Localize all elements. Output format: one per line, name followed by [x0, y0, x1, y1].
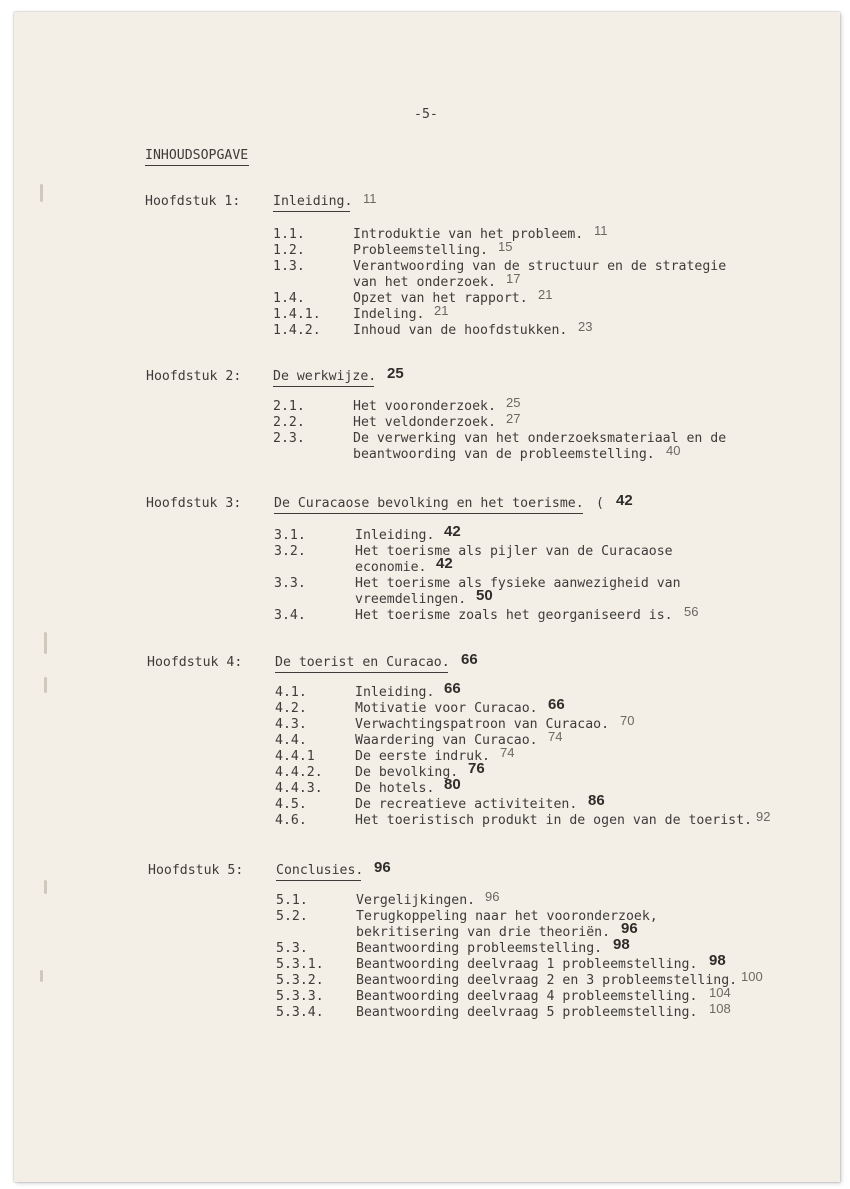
handwritten-page-number: 56 [684, 604, 699, 619]
handwritten-page-number: 21 [434, 303, 449, 318]
section-title: Waardering van Curacao. [355, 733, 538, 748]
section-number: 5.3.1. [276, 957, 324, 972]
section-number: 2.2. [273, 415, 305, 430]
section-number: 4.2. [275, 701, 307, 716]
section-number: 1.1. [273, 227, 305, 242]
section-title: Motivatie voor Curacao. [355, 701, 538, 716]
chapter-title: De Curacaose bevolking en het toerisme. [274, 496, 584, 511]
section-number: 3.4. [274, 608, 306, 623]
chapter-title: De werkwijze. [273, 369, 377, 384]
section-title: beantwoording van de probleemstelling. [353, 447, 655, 462]
section-title: De hotels. [355, 781, 435, 796]
section-title: Het toerisme als fysieke aanwezigheid van [355, 576, 681, 591]
section-number: 3.2. [274, 544, 306, 559]
section-number: 5.3.4. [276, 1005, 324, 1020]
section-title: Opzet van het rapport. [353, 291, 528, 306]
handwritten-page-number: 15 [498, 239, 513, 254]
handwritten-page-number: 108 [709, 1001, 731, 1016]
section-title: De bevolking. [355, 765, 459, 780]
handwritten-page-number: 96 [485, 889, 500, 904]
page-title: INHOUDSOPGAVE [145, 148, 249, 163]
handwritten-page-number: 80 [444, 776, 461, 793]
section-number: 4.1. [275, 685, 307, 700]
section-title: Beantwoording deelvraag 5 probleemstelling. [356, 1005, 698, 1020]
punch-mark [44, 632, 47, 654]
section-number: 1.4.2. [273, 323, 321, 338]
section-number: 1.2. [273, 243, 305, 258]
section-number: 1.4.1. [273, 307, 321, 322]
section-title: De recreatieve activiteiten. [355, 797, 578, 812]
section-title: bekritisering van drie theoriën. [356, 925, 611, 940]
chapter-label: Hoofdstuk 5: [148, 863, 244, 878]
handwritten-page-number: 96 [374, 859, 391, 876]
section-number: 2.1. [273, 399, 305, 414]
handwritten-page-number: 66 [444, 680, 461, 697]
section-number: 4.4.1 [275, 749, 315, 764]
chapter-title: De toerist en Curacao. [275, 655, 450, 670]
section-number: 3.1. [274, 528, 306, 543]
handwritten-page-number: 42 [436, 555, 453, 572]
section-title: vreemdelingen. [355, 592, 467, 607]
section-title: Terugkoppeling naar het vooronderzoek, [356, 909, 658, 924]
handwritten-page-number: 86 [588, 792, 605, 809]
section-title: Introduktie van het probleem. [353, 227, 584, 242]
handwritten-page-number: 42 [444, 523, 461, 540]
section-title: Probleemstelling. [353, 243, 488, 258]
handwritten-page-number: 96 [621, 920, 638, 937]
handwritten-page-number: 42 [616, 492, 633, 509]
handwritten-page-number: 74 [500, 745, 515, 760]
handwritten-page-number: 66 [461, 651, 478, 668]
handwritten-page-number: 25 [506, 395, 521, 410]
handwritten-page-number: 76 [468, 760, 485, 777]
handwritten-page-number: 17 [506, 271, 521, 286]
chapter-title-underline [274, 513, 583, 514]
chapter-label: Hoofdstuk 3: [146, 496, 242, 511]
punch-mark [40, 970, 43, 982]
handwritten-page-number: 104 [709, 985, 731, 1000]
handwritten-page-number: 11 [594, 223, 608, 238]
section-number: 1.4. [273, 291, 305, 306]
handwritten-page-number: 25 [387, 365, 404, 382]
title-underline [145, 165, 249, 166]
section-number: 5.1. [276, 893, 308, 908]
chapter-title-underline [275, 672, 448, 673]
chapter-title-underline [276, 880, 361, 881]
chapter-label: Hoofdstuk 1: [145, 194, 241, 209]
handwritten-page-number: 74 [548, 729, 563, 744]
document-page [14, 12, 840, 1182]
chapter-label: Hoofdstuk 2: [146, 369, 242, 384]
section-title: economie. [355, 560, 427, 575]
section-number: 4.3. [275, 717, 307, 732]
chapter-title-underline [273, 211, 350, 212]
section-number: 5.3.3. [276, 989, 324, 1004]
section-title: Beantwoording deelvraag 4 probleemstelling. [356, 989, 698, 1004]
section-number: 4.4.3. [275, 781, 323, 796]
handwritten-page-number: 21 [538, 287, 553, 302]
section-number: 5.2. [276, 909, 308, 924]
handwritten-page-number: 98 [709, 952, 726, 969]
section-title: Inhoud van de hoofdstukken. [353, 323, 568, 338]
section-title: Inleiding. [355, 528, 435, 543]
section-title: Indeling. [353, 307, 425, 322]
chapter-label: Hoofdstuk 4: [147, 655, 243, 670]
section-number: 2.3. [273, 431, 305, 446]
section-title: De eerste indruk. [355, 749, 490, 764]
section-title: Inleiding. [355, 685, 435, 700]
section-number: 5.3.2. [276, 973, 324, 988]
section-title: De verwerking van het onderzoeksmateriaal en de [353, 431, 727, 446]
section-number: 4.4.2. [275, 765, 323, 780]
section-title: Beantwoording deelvraag 1 probleemstelling. [356, 957, 698, 972]
section-title: Verwachtingspatroon van Curacao. [355, 717, 610, 732]
section-title: van het onderzoek. [353, 275, 496, 290]
section-title: Beantwoording probleemstelling. [356, 941, 603, 956]
punch-mark [44, 880, 47, 894]
handwritten-page-number: 70 [620, 713, 635, 728]
handwritten-page-number: 40 [666, 443, 681, 458]
section-title: Verantwoording van de structuur en de strategie [353, 259, 727, 274]
chapter-title-underline [273, 386, 374, 387]
section-title: Het vooronderzoek. [353, 399, 496, 414]
section-number: 5.3. [276, 941, 308, 956]
section-number: 1.3. [273, 259, 305, 274]
section-number: 4.6. [275, 813, 307, 828]
punch-mark [44, 677, 47, 693]
section-number: 4.5. [275, 797, 307, 812]
handwritten-page-number: 11 [363, 191, 377, 206]
handwritten-page-number: 98 [613, 936, 630, 953]
page-number: -5- [414, 107, 438, 122]
section-number: 4.4. [275, 733, 307, 748]
section-title: Vergelijkingen. [356, 893, 476, 908]
handwritten-page-number: 50 [476, 587, 493, 604]
punch-mark [40, 184, 43, 202]
section-title: Het toeristisch produkt in de ogen van de toerist. [355, 813, 752, 828]
section-title: Het toerisme als pijler van de Curacaose [355, 544, 673, 559]
handwritten-page-number: 66 [548, 696, 565, 713]
chapter-title: Conclusies. [276, 863, 364, 878]
section-title: Het veldonderzoek. [353, 415, 496, 430]
section-number: 3.3. [274, 576, 306, 591]
chapter-title: Inleiding. [273, 194, 353, 209]
handwritten-page-number: 23 [578, 319, 593, 334]
handwritten-page-number: 92 [756, 809, 771, 824]
section-title: Beantwoording deelvraag 2 en 3 probleemstelling. [356, 973, 738, 988]
handwritten-mark: ( [596, 496, 604, 511]
section-title: Het toerisme zoals het georganiseerd is. [355, 608, 673, 623]
handwritten-page-number: 27 [506, 411, 521, 426]
handwritten-page-number: 100 [741, 969, 763, 984]
